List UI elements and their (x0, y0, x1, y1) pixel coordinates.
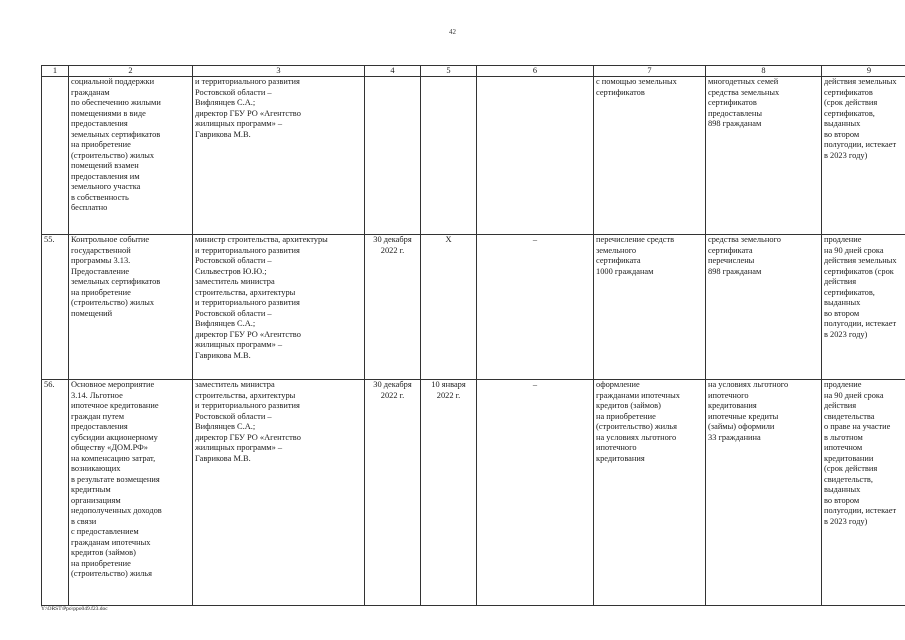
column-header: 5 (421, 66, 477, 77)
activity-name: Основное мероприятие 3.14. Льготное ипотечное кредитование граждан путем предоставления субсидии акционерному обществу «ДОМ.РФ» на компенсацию затрат, возникающих в результате возмещения кредитным организациям недополученных доходов в связи с предоставлением гражданам ипотечных кредитов (займов) на приобретение (строительство) жилья (69, 380, 193, 606)
program-table (41, 65, 905, 606)
row-number: 55. (42, 235, 69, 380)
responsible-person: заместитель министра строительства, архитектуры и территориального развития Ростовской области – Вифлянцев С.А.; директор ГБУ РО «Агентство жилищных программ» – Гаврикова М.В. (193, 380, 365, 606)
extra-value: – (477, 380, 594, 606)
table-row (42, 235, 905, 380)
row-number (42, 77, 69, 235)
column-header: 2 (69, 66, 193, 77)
actual-date: 10 января 2022 г. (421, 380, 477, 606)
column-header: 8 (706, 66, 822, 77)
extra-value (477, 77, 594, 235)
table-row (42, 77, 905, 235)
column-header: 6 (477, 66, 594, 77)
column-header: 1 (42, 66, 69, 77)
actual-date: Х (421, 235, 477, 380)
responsible-person: министр строительства, архитектуры и территориального развития Ростовской области – Сильвестров Ю.Ю.; заместитель министра строительства, архитектуры и территориального развития Ростовской области – Вифлянцев С.А.; директор ГБУ РО «Агентство жилищных программ» – Гаврикова М.В. (193, 235, 365, 380)
column-header: 9 (822, 66, 905, 77)
activity-name: социальной поддержки гражданам по обеспечению жилыми помещениями в виде предоставления земельных сертификатов на приобретение (строительство) жилых помещений взамен предоставления им земельного участка в собственность бесплатно (69, 77, 193, 235)
column-header: 4 (365, 66, 421, 77)
responsible-person: и территориального развития Ростовской области – Вифлянцев С.А.; директор ГБУ РО «Агентство жилищных программ» – Гаврикова М.В. (193, 77, 365, 235)
actual-date (421, 77, 477, 235)
activity-name: Контрольное событие государственной программы 3.13. Предоставление земельных сертификатов на приобретение (строительство) жилых помещений (69, 235, 193, 380)
planned-result: перечисление средств земельного сертификата 1000 гражданам (594, 235, 706, 380)
column-header: 3 (193, 66, 365, 77)
planned-result: оформление гражданами ипотечных кредитов (займов) на приобретение (строительство) жилья на условиях льготного ипотечного кредитования (594, 380, 706, 606)
extra-value: – (477, 235, 594, 380)
header-row (42, 66, 905, 77)
planned-result: с помощью земельных сертификатов (594, 77, 706, 235)
file-path-footer: Y:\ORST\Ppo\ppo049.f23.doc (41, 606, 108, 612)
column-header: 7 (594, 66, 706, 77)
actual-result: средства земельного сертификата перечислены 898 гражданам (706, 235, 822, 380)
deviation-reason: продление на 90 дней срока действия земельных сертификатов (срок действия сертификатов, выданных во втором полугодии, истекает в 2023 году) (822, 235, 905, 380)
row-number: 56. (42, 380, 69, 606)
planned-date: 30 декабря 2022 г. (365, 380, 421, 606)
page-number: 42 (449, 28, 456, 36)
planned-date: 30 декабря 2022 г. (365, 235, 421, 380)
planned-date (365, 77, 421, 235)
deviation-reason: продление на 90 дней срока действия свидетельства о праве на участие в льготном ипотечном кредитовании (срок действия свидетельств, выданных во втором полугодии, истекает в 2023 году) (822, 380, 905, 606)
table-row (42, 380, 905, 606)
actual-result: на условиях льготного ипотечного кредитования ипотечные кредиты (займы) оформили 33 гражданина (706, 380, 822, 606)
deviation-reason: действия земельных сертификатов (срок действия сертификатов, выданных во втором полугодии, истекает в 2023 году) (822, 77, 905, 235)
actual-result: многодетных семей средства земельных сертификатов предоставлены 898 гражданам (706, 77, 822, 235)
